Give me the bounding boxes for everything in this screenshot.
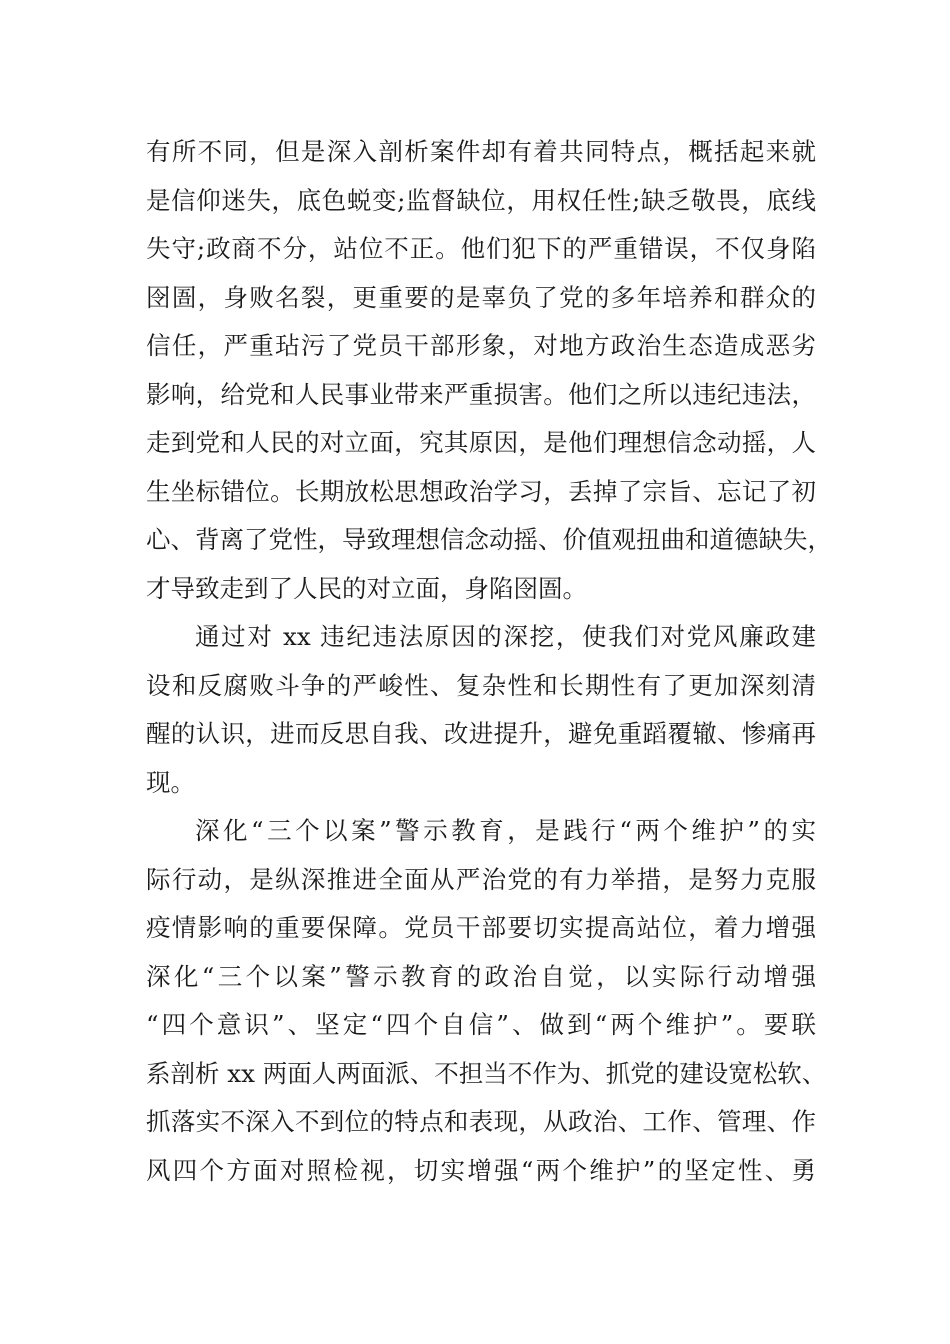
- text-line: “四个意识”、坚定“四个自信”、做到“两个维护”。要联: [146, 1010, 816, 1039]
- text-line: 系剖析 xx 两面人两面派、不担当不作为、抓党的建设宽松软、: [146, 1058, 827, 1088]
- text-line: 心、背离了党性，导致理想信念动摇、价值观扭曲和道德缺失，: [146, 525, 832, 554]
- text-line: 是信仰迷失，底色蜕变;监督缺位，用权任性;缺乏敬畏，底线: [146, 185, 816, 215]
- text-line: 生坐标错位。长期放松思想政治学习，丢掉了宗旨、忘记了初: [146, 476, 816, 506]
- text-line: 风四个方面对照检视，切实增强“两个维护”的坚定性、勇: [146, 1155, 816, 1185]
- paragraph-first-line: 通过对 xx 违纪违法原因的深挖，使我们对党风廉政建: [195, 622, 816, 651]
- body-text: [146, 128, 832, 1195]
- text-line: 失守;政商不分，站位不正。他们犯下的严重错误，不仅身陷: [146, 234, 816, 263]
- text-line: 疫情影响的重要保障。党员干部要切实提高站位，着力增强: [146, 913, 816, 942]
- text-line: 抓落实不深入不到位的特点和表现，从政治、工作、管理、作: [146, 1107, 816, 1136]
- text-line: 走到党和人民的对立面，究其原因，是他们理想信念动摇，人: [146, 428, 816, 457]
- text-line: 现。: [146, 767, 195, 797]
- text-line: 醒的认识，进而反思自我、改进提升，避免重蹈覆辙、惨痛再: [146, 719, 816, 748]
- paragraph-first-line: 深化“三个以案”警示教育，是践行“两个维护”的实: [195, 816, 816, 845]
- text-line: 囹圄，身败名裂，更重要的是辜负了党的多年培养和群众的: [146, 282, 816, 312]
- text-line: 信任，严重玷污了党员干部形象，对地方政治生态造成恶劣: [146, 331, 816, 360]
- text-line: 影响，给党和人民事业带来严重损害。他们之所以违纪违法，: [146, 379, 816, 409]
- text-line: 际行动，是纵深推进全面从严治党的有力举措，是努力克服: [146, 864, 816, 894]
- text-line: 有所不同，但是深入剖析案件却有着共同特点，概括起来就: [146, 137, 816, 166]
- text-line: 设和反腐败斗争的严峻性、复杂性和长期性有了更加深刻清: [146, 670, 816, 700]
- text-line: 才导致走到了人民的对立面，身陷囹圄。: [146, 573, 587, 603]
- text-line: 深化“三个以案”警示教育的政治自觉，以实际行动增强: [146, 961, 816, 991]
